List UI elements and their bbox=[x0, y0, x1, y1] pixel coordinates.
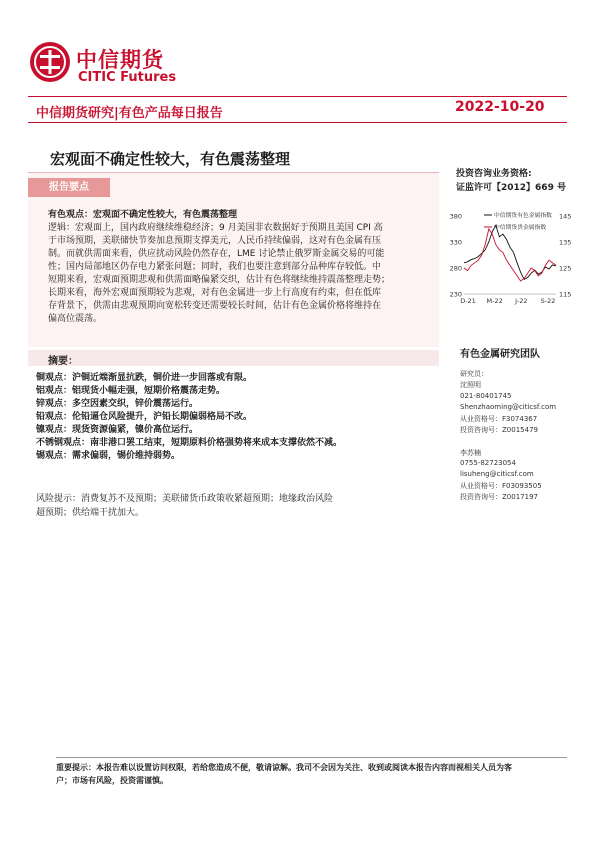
header-divider-top bbox=[28, 96, 567, 97]
header-divider-bottom bbox=[28, 122, 567, 123]
team-title: 有色金属研究团队 bbox=[460, 349, 540, 360]
right-y-tick-label: 115 bbox=[559, 290, 572, 299]
team-line: 李苏楠 bbox=[460, 449, 481, 457]
disclaimer-line-1: 重要提示：本报告难以设置访问权限，若给您造成不便，敬请谅解。我司不会因为关注、收到或阅读本报告内容而视相关人员为客 bbox=[56, 763, 512, 772]
report-line: 逻辑：宏观面上，国内政府继续维稳经济；9 月美国非农数据好于预期且美国 CPI 高 bbox=[48, 223, 383, 233]
risk-warning-line-1: 风险提示：消费复苏不及预期；美联储货币政策收紧超预期；地缘政治风险 bbox=[36, 494, 334, 504]
team-line: 研究员： bbox=[460, 370, 488, 378]
brand-name-en: CITIC Futures bbox=[78, 70, 177, 85]
certification-line-2: 证监许可【2012】669 号 bbox=[456, 183, 566, 193]
disclaimer-line-2: 户；市场有风险，投资需谨慎。 bbox=[56, 776, 168, 785]
brand-name-cn: 中信期货 bbox=[76, 48, 164, 72]
team-line: 021-80401745 bbox=[460, 392, 512, 400]
report-date: 2022-10-20 bbox=[455, 99, 545, 115]
risk-warning-line-2: 超预期；供给端干扰加大。 bbox=[36, 508, 145, 518]
summary-item: 铜观点：沪铜近端渐显抗跌，铜价进一步回落或有限。 bbox=[36, 373, 253, 383]
report-series-title: 中信期货研究|有色产品每日报告 bbox=[36, 106, 223, 121]
left-y-tick-label: 230 bbox=[449, 290, 462, 299]
team-line: 从业资格号：F3074367 bbox=[460, 415, 538, 423]
page-title: 宏观面不确定性较大，有色震荡整理 bbox=[50, 150, 291, 168]
left-y-tick-label: 280 bbox=[449, 264, 462, 273]
team-line: 沈照明 bbox=[460, 381, 481, 389]
summary-item: 镍观点：现货资源偏紧，镍价高位运行。 bbox=[36, 425, 199, 435]
team-line: Shenzhaoming@citicsf.com bbox=[460, 403, 557, 411]
legend-label-2: 中信期货贵金属指数 bbox=[494, 225, 547, 232]
series-line-2 bbox=[464, 229, 556, 281]
report-line: 有色观点：宏观面不确定性较大，有色震荡整理 bbox=[48, 210, 238, 220]
summary-item: 铅观点：伦铅逼仓风险提升，沪铅长期偏弱格局不改。 bbox=[36, 412, 253, 422]
report-line: 性；国内局部地区仍存电力紧张问题；同时，我们也要注意到部分品种库存较低。中 bbox=[48, 262, 382, 272]
report-line: 存背景下，供需由悲观预期向宽松转变还需要较长时间，估计有色金属价格将维持在 bbox=[48, 301, 382, 311]
x-tick-label: J-22 bbox=[515, 297, 528, 305]
x-tick-label: M-22 bbox=[486, 297, 503, 305]
report-line: 偏高位震荡。 bbox=[48, 314, 103, 324]
right-y-tick-label: 135 bbox=[559, 238, 572, 247]
summary-header-bar bbox=[28, 350, 439, 366]
report-line: 于市场预期，美联储快节奏加息预期支撑美元，人民币持续偏弱，这对有色金属有压 bbox=[48, 236, 382, 246]
footer-divider bbox=[56, 757, 567, 758]
x-tick-label: D-21 bbox=[460, 297, 476, 305]
left-y-tick-label: 330 bbox=[449, 238, 462, 247]
right-y-tick-label: 125 bbox=[559, 264, 572, 273]
report-points-tab: 报告要点 bbox=[28, 178, 110, 197]
team-line: lisuheng@citicsf.com bbox=[460, 470, 534, 478]
team-line: 从业资格号：F03093505 bbox=[460, 482, 542, 490]
index-chart bbox=[446, 210, 576, 310]
team-line: 0755-82723054 bbox=[460, 459, 516, 467]
report-line: 短期来看，宏观面预期悲观和供需面略偏紧交织，估计有色将继续维持震荡整理走势； bbox=[48, 275, 391, 285]
summary-item: 锌观点：多空因素交织，锌价震荡运行。 bbox=[36, 399, 199, 409]
left-y-tick-label: 380 bbox=[449, 212, 462, 221]
citic-logo-icon bbox=[29, 41, 71, 83]
team-line: 投资咨询号：Z0017197 bbox=[460, 493, 538, 501]
certification-line-1: 投资咨询业务资格: bbox=[456, 169, 532, 179]
summary-label: 摘要： bbox=[48, 356, 78, 367]
summary-item: 不锈钢观点：南非港口罢工结束，短期原料价格强势将来成本支撑依然不减。 bbox=[36, 438, 343, 448]
legend-label-1: 中信期货有色金属指数 bbox=[494, 213, 552, 220]
team-line: 投资咨询号：Z0015479 bbox=[460, 426, 538, 434]
report-line: 长期来看，海外宏观面预期较为悲观，对有色金属进一步上行高度有约束，但在低库 bbox=[48, 288, 382, 298]
summary-item: 铝观点：铝现货小幅走强，短期价格震荡走势。 bbox=[36, 386, 226, 396]
x-tick-label: S-22 bbox=[540, 297, 556, 305]
summary-item: 锡观点：需求偏弱，锡价维持弱势。 bbox=[36, 451, 181, 461]
report-line: 制。而就供需面来看，供应扰动风险仍然存在，LME 讨论禁止俄罗斯金属交易的可能 bbox=[48, 249, 385, 259]
right-y-tick-label: 145 bbox=[559, 212, 572, 221]
